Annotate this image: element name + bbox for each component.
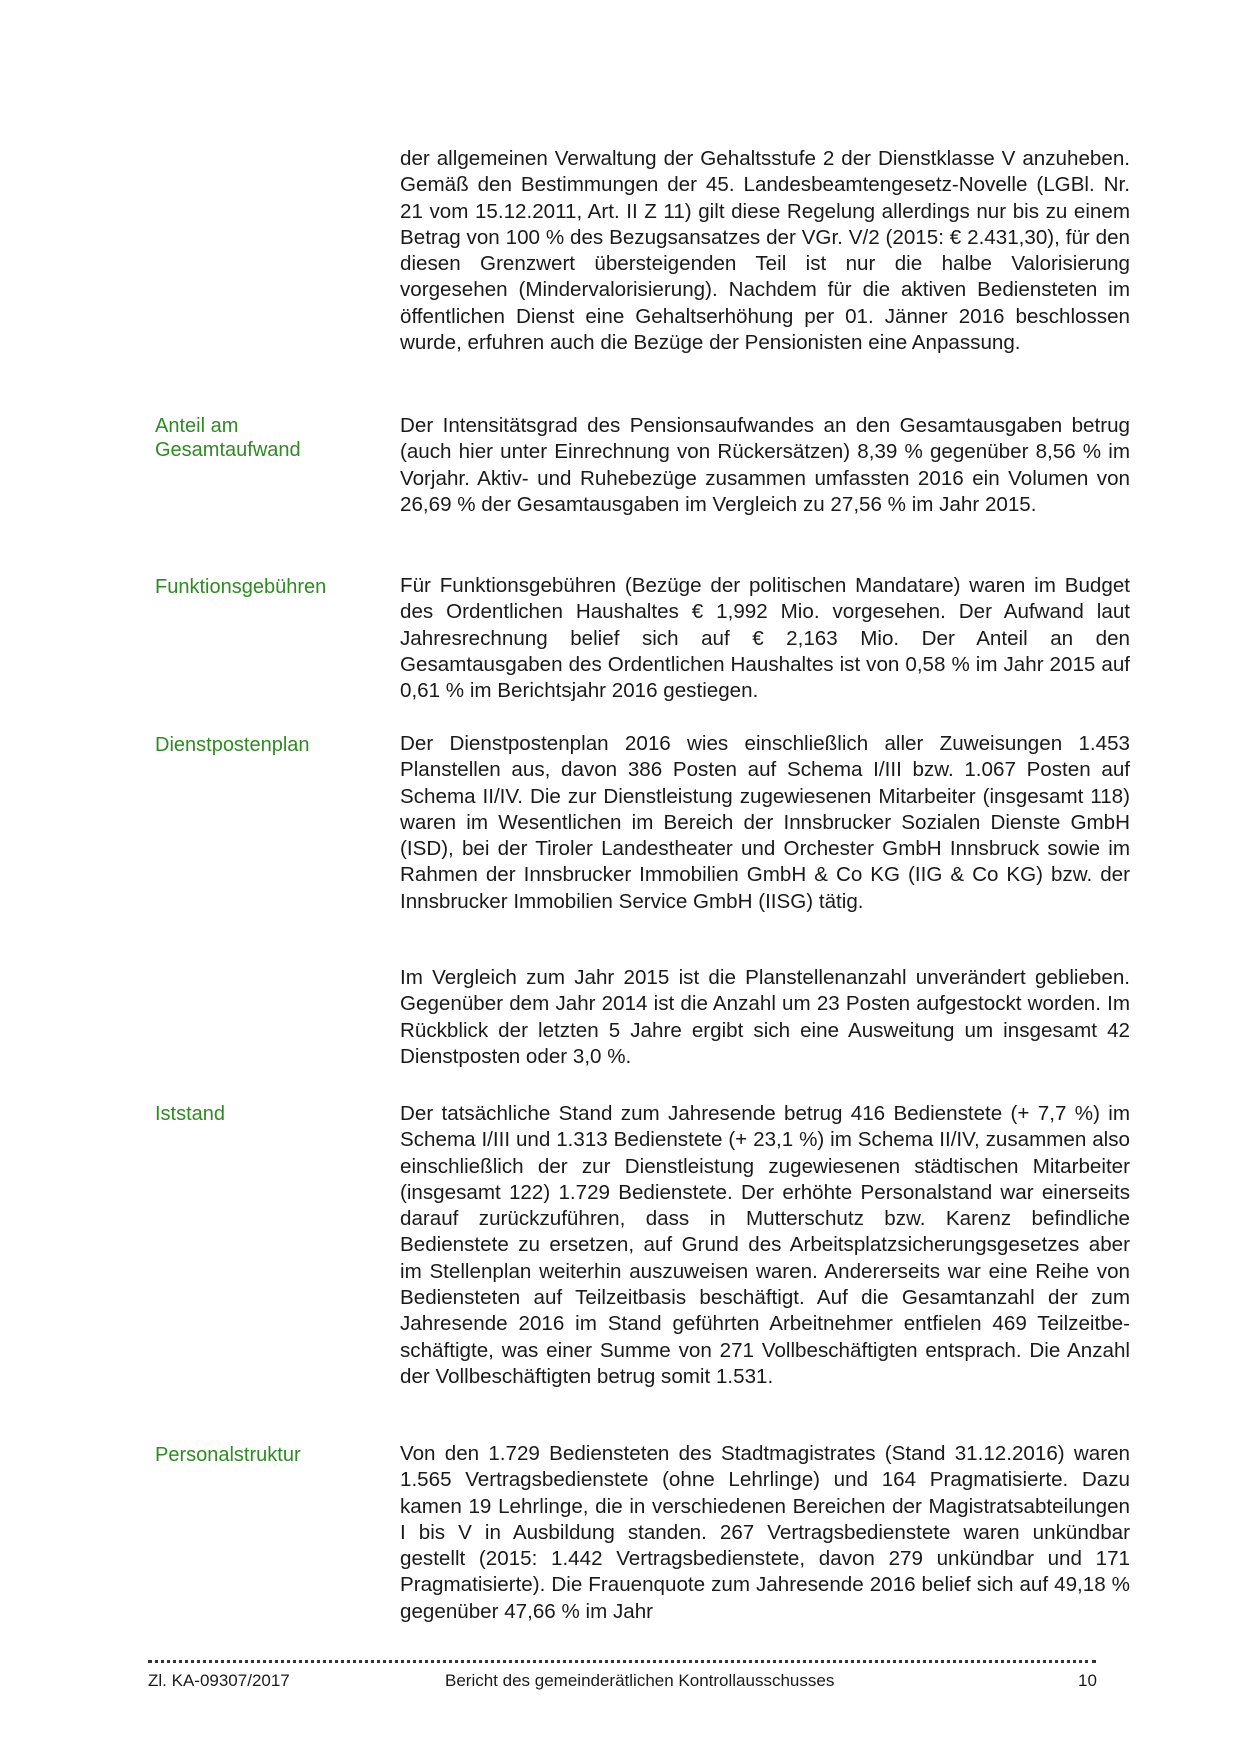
paragraph-funktionsgebuehren: Für Funktionsgebühren (Bezüge der politischen Mandatare) waren im Budget des Ordentlichen Haushaltes € 1,992 Mio. vorgesehen. Der Aufwand laut Jahresrechnung belief sich auf € 2,163 Mio. Der Anteil an den Gesamtausgaben des Ordentlichen Haushaltes ist von 0,58 % im Jahr 2015 auf 0,61 % im Berichtsjahr 2016 gestiegen. <box>400 574 1130 703</box>
paragraph-vergleich: Im Vergleich zum Jahr 2015 ist die Planstellenanzahl unverändert geblieben. Gegenüber dem Jahr 2014 ist die Anzahl um 23 Posten aufgestockt worden. Im Rückblick der letzten 5 Jahre ergibt sich eine Ausweitung um insgesamt 42 Dienstposten oder 3,0 %. <box>400 966 1130 1068</box>
paragraph-iststand: Der tatsächliche Stand zum Jahresende betrug 416 Bedienstete (+ 7,7 %) im Schema I/III und 1.313 Bedienstete (+ 23,1 %) im Schema II/IV, zusammen also einschließlich der zur Dienstleistung zugewiesenen städtischen Mitarbeiter (insgesamt 122) 1.729 Bedienstete. Der erhöhte Personalstand war einerseits darauf zurückzuführen, dass in Mutterschutz bzw. Karenz befindliche Bedienstete zu ersetzen, auf Grund des Arbeitsplatzsicherungsgesetzes aber im Stellenplan weiterhin auszuweisen waren. Andererseits war eine Reihe von Bediensteten auf Teilzeitbasis beschäftigt. Auf die Gesamtanzahl der zum Jahresende 2016 im Stand geführten Arbeitnehmer entfielen 469 Teilzeitbeschäftigte, was einer Summe von 271 Vollbeschäftigten entsprach. Die Anzahl der Vollbeschäftigten betrug somit 1.531. <box>400 1102 1130 1388</box>
margin-label-iststand: Iststand <box>155 1103 226 1125</box>
margin-label-funktionsgebuehren: Funktionsgebühren <box>155 576 327 598</box>
paragraph-intro: der allgemeinen Verwaltung der Gehaltsstufe 2 der Dienstklasse V anzuheben. Gemäß den Bestimmungen der 45. Landesbeamtengesetz-Novelle (LGBl. Nr. 21 vom 15.12.2011, Art. II Z 11) gilt diese Regelung allerdings nur bis zu einem Betrag von 100 % des Bezugsansatzes der VGr. V/2 (2015: € 2.431,30), für den diesen Grenzwert übersteigenden Teil ist nur die halbe Valorisierung vorgesehen (Mindervalorisierung). Nachdem für die aktiven Bediensteten im öffentlichen Dienst eine Gehaltserhöhung per 01. Jänner 2016 beschlossen wurde, erfuhren auch die Bezüge der Pensionisten eine Anpassung. <box>400 147 1130 355</box>
footer-divider <box>148 1660 1096 1663</box>
footer-reference: Zl. KA-09307/2017 <box>148 1671 290 1690</box>
paragraph-personalstruktur: Von den 1.729 Bediensteten des Stadtmagistrates (Stand 31.12.2016) waren 1.565 Vertragsbedienstete (ohne Lehrlinge) und 164 Pragmatisierte. Dazu kamen 19 Lehrlinge, die in verschiedenen Bereichen der Magistratsabteilungen I bis V in Ausbildung standen. 267 Vertragsbedienstete waren unkündbar gestellt (2015: 1.442 Vertragsbedienstete, davon 279 unkündbar und 171 Pragmatisierte). Die Frauenquote zum Jahresende 2016 belief sich auf 49,18 % gegenüber 47,66 % im Jahr <box>400 1442 1130 1623</box>
margin-label-anteil: Anteil am Gesamtaufwand <box>155 415 301 461</box>
paragraph-anteil: Der Intensitätsgrad des Pensionsaufwandes an den Gesamtausgaben betrug (auch hier unter Einrechnung von Rückersätzen) 8,39 % gegenüber 8,56 % im Vorjahr. Aktiv- und Ruhebezüge zusammen umfassten 2016 ein Volumen von 26,69 % der Gesamtausgaben im Vergleich zu 27,56 % im Jahr 2015. <box>400 414 1130 516</box>
page-number: 10 <box>1078 1671 1097 1690</box>
margin-label-dienstpostenplan: Dienstpostenplan <box>155 734 310 756</box>
margin-label-personalstruktur: Personalstruktur <box>155 1444 301 1466</box>
footer-title: Bericht des gemeinderätlichen Kontrollausschusses <box>445 1671 835 1690</box>
paragraph-dienstpostenplan: Der Dienstpostenplan 2016 wies einschließlich aller Zuweisungen 1.453 Planstellen aus, davon 386 Posten auf Schema I/III bzw. 1.067 Posten auf Schema II/IV. Die zur Dienstleistung zugewiesenen Mitarbeiter (insgesamt 118) waren im Wesentlichen im Bereich der Innsbrucker Sozialen Dienste GmbH (ISD), bei der Tiroler Landestheater und Orchester GmbH Innsbruck sowie im Rahmen der Innsbrucker Immobilien GmbH & Co KG (IIG & Co KG) bzw. der Innsbrucker Immobilien Service GmbH (IISG) tätig. <box>400 732 1130 913</box>
